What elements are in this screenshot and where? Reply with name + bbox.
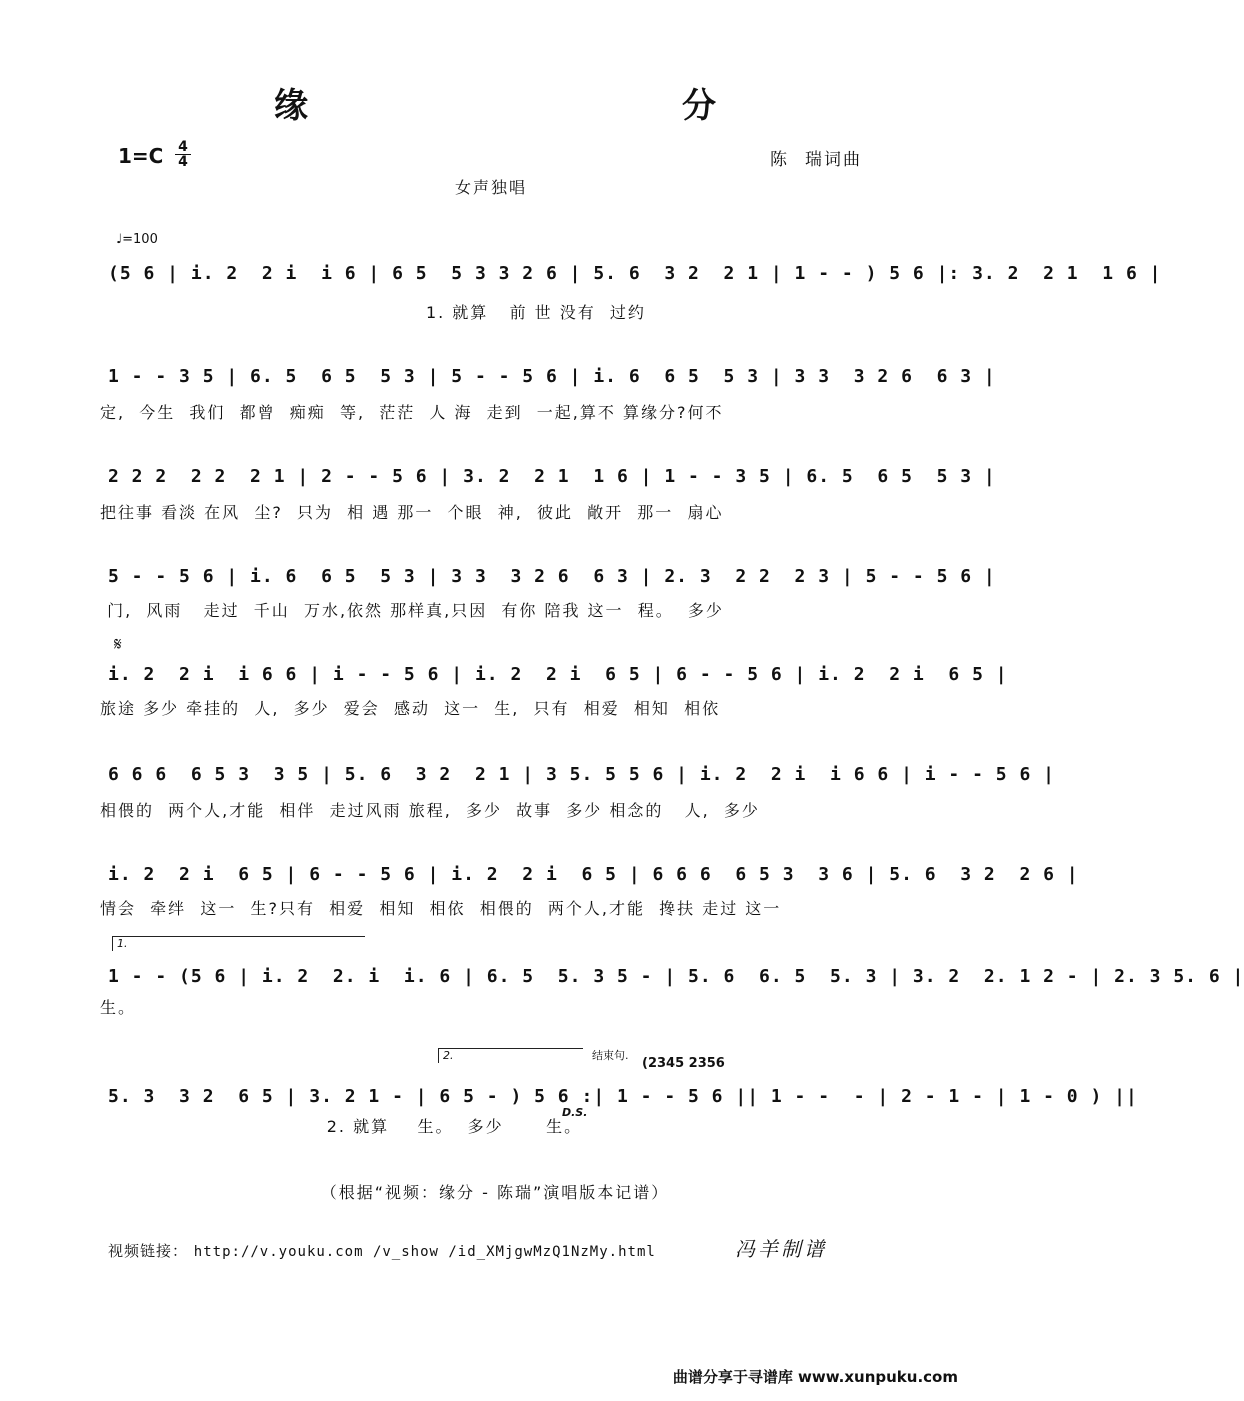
- tempo-mark: ♩=100: [116, 232, 158, 247]
- music-line-notes: 1 - - (5 6 | i. 2 2. i i. 6 | 6. 5 5. 3 5 - | 5. 6 6. 5 5. 3 | 3. 2 2. 1 2 - | 2. 3 5. 6 |: [108, 966, 1244, 987]
- source-note: （根据“视频：缘分 - 陈瑞”演唱版本记谱）: [320, 1183, 670, 1202]
- performance-type: 女声独唱: [455, 178, 528, 197]
- video-link-label: 视频链接：: [108, 1242, 189, 1260]
- site-footer[interactable]: 曲谱分享于寻谱库 www.xunpuku.com: [672, 1368, 958, 1386]
- volta-2-bracket: 2.: [438, 1048, 583, 1063]
- segno-sign: 𝄋: [114, 634, 122, 655]
- music-line-notes: 5. 3 3 2 6 5 | 3. 2 1 - | 6 5 - ) 5 6 :| 1 - - 5 6 || 1 - - - | 2 - 1 - | 1 - 0 ) ||: [108, 1086, 1138, 1107]
- music-line-notes: i. 2 2 i i 6 6 | i - - 5 6 | i. 2 2 i 6 5 | 6 - - 5 6 | i. 2 2 i 6 5 |: [108, 664, 1008, 685]
- lyric-line-9: 2. 就算 生。 多少 生。: [100, 1117, 583, 1136]
- music-line-6: [100, 756, 1055, 796]
- song-title: 缘 分: [274, 86, 886, 126]
- lyric-line-6: 相偎的 两个人,才能 相伴 走过风雨 旅程, 多少 故事 多少 相念的 人, 多少: [100, 801, 760, 820]
- music-line-7: [100, 856, 1079, 896]
- music-line-2: [100, 358, 996, 398]
- music-line-notes: 5 - - 5 6 | i. 6 6 5 5 3 | 3 3 3 2 6 6 3 | 2. 3 2 2 2 3 | 5 - - 5 6 |: [108, 566, 996, 587]
- music-line-9: [100, 1078, 1138, 1118]
- music-line-notes: 6 6 6 6 5 3 3 5 | 5. 6 3 2 2 1 | 3 5. 5 5 6 | i. 2 2 i i 6 6 | i - - 5 6 |: [108, 764, 1055, 785]
- ending-grace-notes: (2345 2356: [642, 1056, 725, 1071]
- music-line-notes: (5 6 | i. 2 2 i i 6 | 6 5 5 3 3 2 6 | 5. 6 3 2 2 1 | 1 - - ) 5 6 |: 3. 2 2 1 1 6 |: [108, 263, 1162, 284]
- lyric-line-1: 1. 就算 前 世 没有 过约: [100, 303, 646, 322]
- lyric-line-3: 把往事 看淡 在风 尘? 只为 相 遇 那一 个眼 神, 彼此 敞开 那一 扇心: [100, 503, 724, 522]
- video-link-url[interactable]: http://v.youku.com /v_show /id_XMjgwMzQ1NzMy.html: [193, 1244, 656, 1260]
- music-line-notes: i. 2 2 i 6 5 | 6 - - 5 6 | i. 2 2 i 6 5 | 6 6 6 6 5 3 3 6 | 5. 6 3 2 2 6 |: [108, 864, 1079, 885]
- lyric-line-5: 旅途 多少 牵挂的 人, 多少 爱会 感动 这一 生, 只有 相爱 相知 相依: [100, 699, 721, 718]
- music-line-8: [100, 958, 1244, 998]
- music-line-3: [100, 458, 996, 498]
- composer-credit: [770, 145, 862, 170]
- time-signature-bottom: 4: [178, 154, 188, 170]
- transcriber-stamp: 冯羊制谱: [735, 1237, 827, 1261]
- ds-mark: D.S.: [562, 1106, 588, 1119]
- key-signature: 1=C: [118, 144, 164, 168]
- music-line-4: [100, 558, 996, 598]
- composer-role: 瑞词曲: [805, 150, 862, 170]
- time-signature: [175, 140, 191, 169]
- volta-1-bracket: 1.: [112, 936, 365, 951]
- lyric-line-8: 生。: [100, 998, 137, 1017]
- music-line-notes: 1 - - 3 5 | 6. 5 6 5 5 3 | 5 - - 5 6 | i. 6 6 5 5 3 | 3 3 3 2 6 6 3 |: [108, 366, 996, 387]
- ending-label: 结束句.: [592, 1049, 629, 1062]
- lyric-line-4: 门, 风雨 走过 千山 万水,依然 那样真,只因 有你 陪我 这一 程。 多少: [100, 601, 724, 620]
- video-link-row: [108, 1240, 656, 1261]
- lyric-line-7: 情会 牵绊 这一 生?只有 相爱 相知 相依 相偎的 两个人,才能 搀扶 走过 这一: [100, 899, 782, 918]
- music-line-5: [100, 656, 1008, 696]
- lyric-line-2: 定, 今生 我们 都曾 痴痴 等, 茫茫 人 海 走到 一起,算不 算缘分?何不: [100, 403, 724, 422]
- composer-name: 陈: [770, 150, 789, 170]
- music-line-1: [100, 255, 1162, 295]
- music-line-notes: 2 2 2 2 2 2 1 | 2 - - 5 6 | 3. 2 2 1 1 6 | 1 - - 3 5 | 6. 5 6 5 5 3 |: [108, 466, 996, 487]
- time-signature-top: 4: [175, 140, 191, 155]
